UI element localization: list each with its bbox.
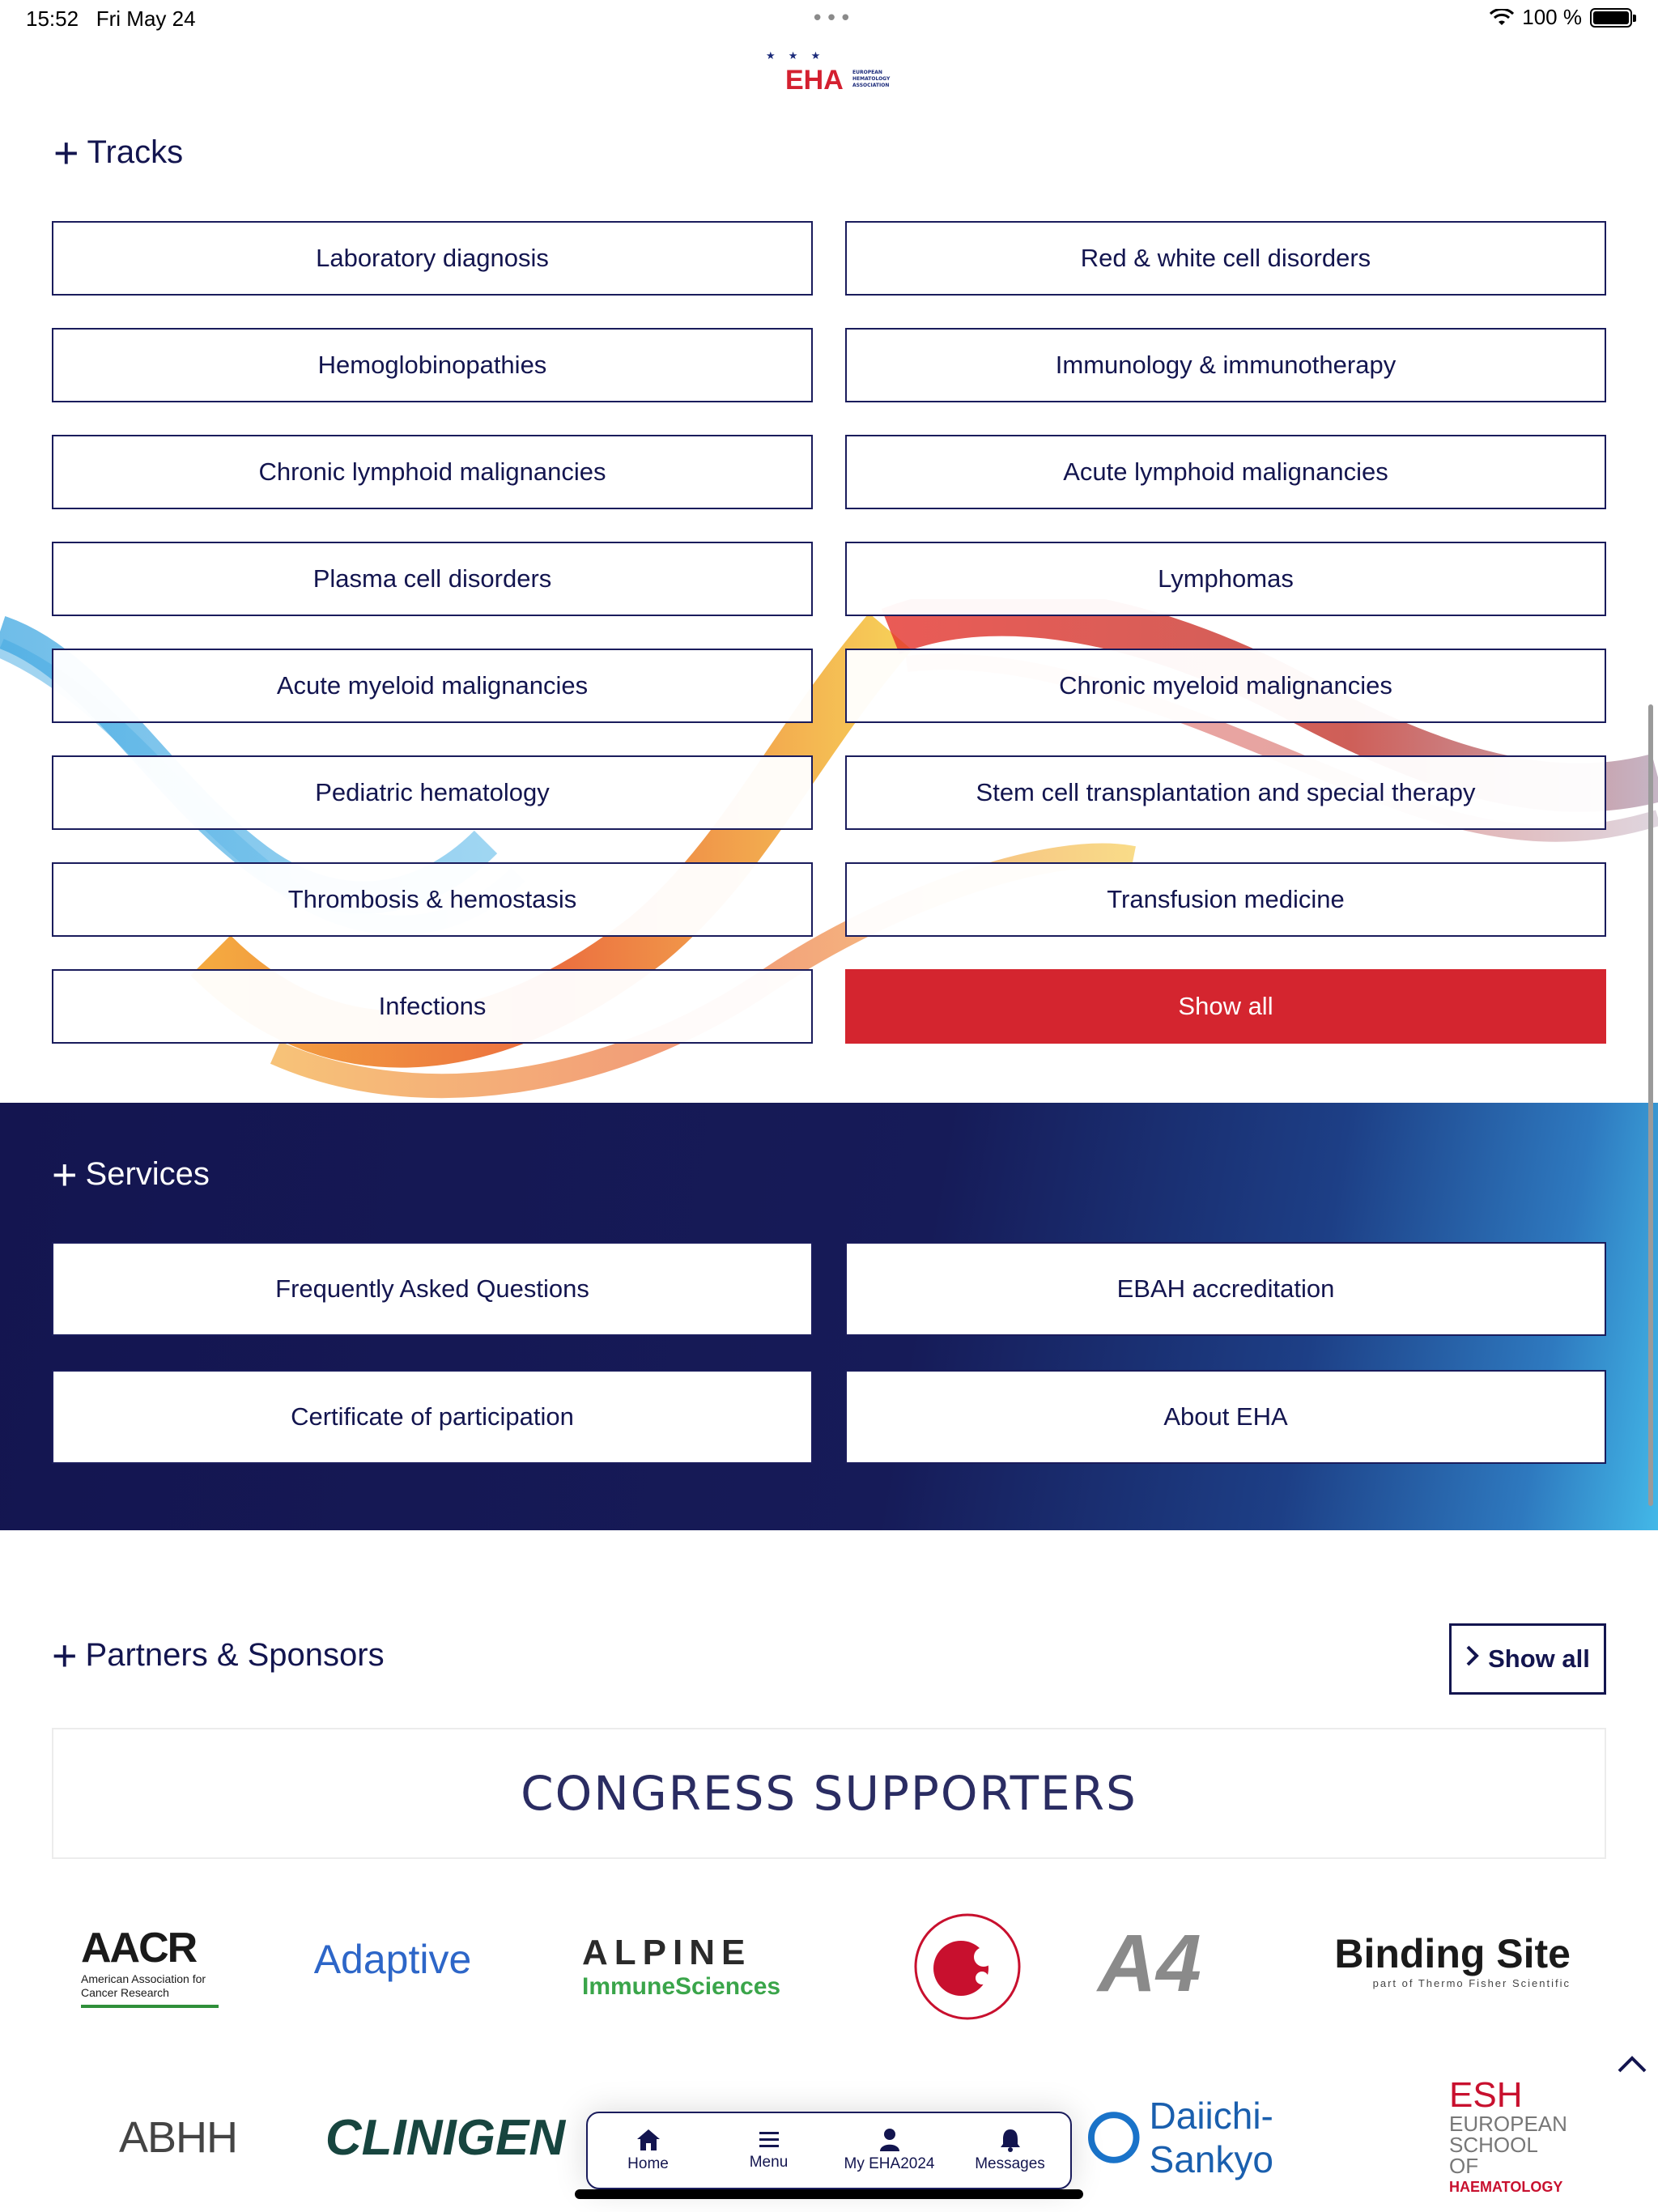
track-transfusion[interactable]: Transfusion medicine: [845, 862, 1606, 937]
a4-logo[interactable]: A4: [1098, 1917, 1201, 2009]
logo-text: EHA: [785, 65, 844, 96]
user-icon: [878, 2128, 901, 2152]
congress-supporters-banner: [52, 1728, 1606, 1859]
scrollbar[interactable]: [1648, 704, 1653, 1506]
partners-title: Partners & Sponsors: [85, 1637, 385, 1673]
multitasking-dots[interactable]: •••: [811, 6, 854, 31]
track-acute-myeloid[interactable]: Acute myeloid malignancies: [52, 649, 813, 723]
tracks-show-all-button[interactable]: Show all: [845, 969, 1606, 1044]
plus-icon: +: [52, 1150, 78, 1199]
tracks-title: Tracks: [87, 134, 184, 170]
eha-logo[interactable]: [761, 50, 899, 100]
tab-home[interactable]: [588, 2113, 708, 2188]
battery-percent: 100 %: [1522, 5, 1582, 29]
show-all-label: Show all: [1488, 1644, 1590, 1673]
tab-my-eha-label: My EHA2024: [844, 2155, 935, 2172]
tab-menu[interactable]: [708, 2113, 829, 2188]
binding-site-logo[interactable]: Binding Site part of Thermo Fisher Scientific: [1334, 1930, 1571, 1989]
status-bar: [0, 0, 1658, 40]
home-icon: [636, 2128, 661, 2152]
service-ebah-button[interactable]: EBAH accreditation: [845, 1242, 1606, 1336]
ash-logo[interactable]: [907, 1906, 1028, 2027]
track-thrombosis[interactable]: Thrombosis & hemostasis: [52, 862, 813, 937]
logo-stars-icon: ★ ★ ★: [766, 50, 826, 62]
track-stem-cell[interactable]: Stem cell transplantation and special therapy: [845, 755, 1606, 830]
plus-icon: +: [53, 128, 79, 177]
track-immunology[interactable]: Immunology & immunotherapy: [845, 328, 1606, 402]
abhh-logo[interactable]: ABHH: [118, 2113, 238, 2162]
track-lymphomas[interactable]: Lymphomas: [845, 542, 1606, 616]
home-indicator[interactable]: [575, 2189, 1083, 2199]
track-plasma-cell[interactable]: Plasma cell disorders: [52, 542, 813, 616]
tab-my-eha[interactable]: [829, 2113, 950, 2188]
track-hemoglobinopathies[interactable]: Hemoglobinopathies: [52, 328, 813, 402]
services-title: Services: [85, 1156, 210, 1192]
bell-icon: [999, 2128, 1022, 2152]
bottom-tab-bar: [586, 2112, 1072, 2189]
aacr-logo[interactable]: AACR American Association for Cancer Research: [81, 1909, 235, 2023]
partners-header[interactable]: [52, 1631, 385, 1680]
track-red-white-cell-disorders[interactable]: Red & white cell disorders: [845, 221, 1606, 296]
tab-messages-label: Messages: [975, 2155, 1045, 2172]
services-section: [0, 1103, 1658, 1530]
track-pediatric[interactable]: Pediatric hematology: [52, 755, 813, 830]
track-chronic-lymphoid[interactable]: Chronic lymphoid malignancies: [52, 435, 813, 509]
tab-home-label: Home: [627, 2155, 669, 2172]
status-time: [26, 6, 196, 32]
battery-icon: [1590, 8, 1632, 28]
track-acute-lymphoid[interactable]: Acute lymphoid malignancies: [845, 435, 1606, 509]
tab-messages[interactable]: [950, 2113, 1070, 2188]
alpine-logo[interactable]: ALPINE ImmuneSciences: [582, 1933, 781, 2000]
wifi-icon: [1490, 9, 1514, 27]
clock-time: 15:52: [26, 6, 79, 31]
services-header[interactable]: [52, 1150, 210, 1199]
adaptive-logo[interactable]: Adaptive: [313, 1937, 472, 1982]
service-certificate-button[interactable]: Certificate of participation: [52, 1370, 813, 1464]
tab-menu-label: Menu: [749, 2154, 789, 2171]
logo-subtext: EUROPEAN HEMATOLOGY ASSOCIATION: [852, 70, 891, 88]
menu-icon: [758, 2129, 780, 2150]
plus-icon: +: [52, 1631, 78, 1680]
service-faq-button[interactable]: Frequently Asked Questions: [52, 1242, 813, 1336]
track-chronic-myeloid[interactable]: Chronic myeloid malignancies: [845, 649, 1606, 723]
track-infections[interactable]: Infections: [52, 969, 813, 1044]
track-laboratory-diagnosis[interactable]: Laboratory diagnosis: [52, 221, 813, 296]
daiichi-sankyo-logo[interactable]: Daiichi-Sankyo: [1088, 2101, 1396, 2174]
supporters-title: CONGRESS SUPPORTERS: [521, 1766, 1137, 1821]
status-right: [1490, 5, 1632, 30]
chevron-right-icon: [1465, 1644, 1480, 1674]
scroll-to-top-icon[interactable]: [1614, 2047, 1650, 2082]
clock-date: Fri May 24: [96, 6, 196, 31]
service-about-button[interactable]: About EHA: [845, 1370, 1606, 1464]
clinigen-logo[interactable]: CLINIGEN: [325, 2109, 566, 2166]
tracks-header[interactable]: [53, 128, 184, 177]
esh-logo[interactable]: ESH EUROPEAN SCHOOL OF HAEMATOLOGY: [1449, 2075, 1567, 2195]
partners-show-all-button[interactable]: [1449, 1623, 1606, 1695]
